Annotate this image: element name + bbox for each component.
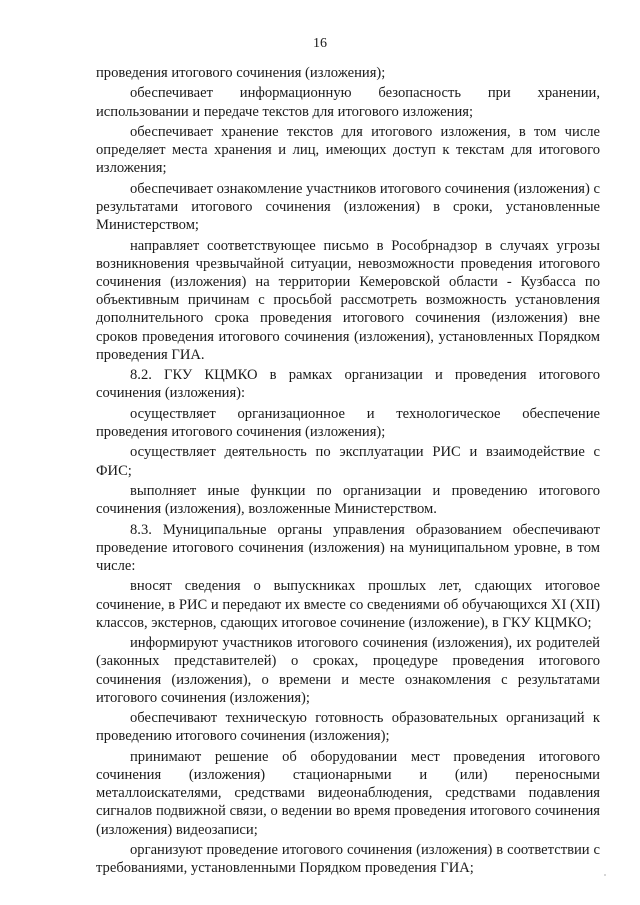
paragraph-organize-conduct: организуют проведение итогового сочинения (изложения) в соответствии с требованиями, установленными Порядком проведения ГИА; xyxy=(96,841,600,877)
paragraph-equipment-decision: принимают решение об оборудовании мест проведения итогового сочинения (изложения) стационарными и (или) переносными металлоискателями, средствами видеонаблюдения, средствами подавления сигналов подвижной связи, о ведении во время проведения итогового сочинения (изложения) видеозаписи; xyxy=(96,748,600,838)
paragraph-technical-support: осуществляет организационное и технологическое обеспечение проведения итогового сочинения (изложения); xyxy=(96,405,600,440)
paragraph-graduates-data: вносят сведения о выпускниках прошлых лет, сдающих итоговое сочинение, в РИС и передают их вместе со сведениями об обучающихся XI (XII) классов, экстернов, сдающих итоговое сочинение (изложение), в ГКУ КЦМКО; xyxy=(96,578,600,631)
page-number: 16 xyxy=(313,36,327,51)
paragraph-inform-participants: информируют участников итогового сочинения (изложения), их родителей (законных представителей) о сроках, процедуре проведения итогового сочинения (изложения), о времени и месте ознакомления с результатами итогового сочинения (изложения); xyxy=(96,635,600,706)
paragraph-rosobrnadzor-letter: направляет соответствующее письмо в Рособрнадзор в случаях угрозы возникновения чрезвычайной ситуации, невозможности проведения итогового сочинения (изложения) на территории Кемеровской области - Кузбасса по объективным причинам с просьбой рассмотреть возможность установления дополнительного срока проведения итогового сочинения (изложения) вне сроков проведения итогового сочинения (изложения), установленных Порядком проведения ГИА. xyxy=(96,237,600,363)
paragraph-info-security: обеспечивает информационную безопасность при хранении, использовании и передаче текстов для итогового изложения; xyxy=(96,85,600,120)
document-body xyxy=(96,64,600,880)
paragraph-results-familiarization: обеспечивает ознакомление участников итогового сочинения (изложения) с результатами итогового сочинения (изложения) в сроки, установленные Министерством; xyxy=(96,180,600,234)
section-8-2-heading: 8.2. ГКУ КЦМКО в рамках организации и проведения итогового сочинения (изложения): xyxy=(96,367,600,402)
paragraph-text-storage: обеспечивает хранение текстов для итогового изложения, в том числе определяет места хранения и лиц, имеющих доступ к текстам для итогового изложения; xyxy=(96,123,600,177)
paragraph-ris-operation: осуществляет деятельность по эксплуатации РИС и взаимодействие с ФИС; xyxy=(96,444,600,479)
scan-artifact xyxy=(604,874,606,876)
paragraph-other-functions: выполняет иные функции по организации и проведению итогового сочинения (изложения), возложенные Министерством. xyxy=(96,482,600,518)
paragraph-technical-readiness: обеспечивают техническую готовность образовательных организаций к проведению итогового сочинения (изложения); xyxy=(96,710,600,745)
paragraph-continuation: проведения итогового сочинения (изложения); xyxy=(96,65,386,81)
section-8-3-heading: 8.3. Муниципальные органы управления образованием обеспечивают проведение итогового сочинения (изложения) на муниципальном уровне, в том числе: xyxy=(96,521,600,574)
